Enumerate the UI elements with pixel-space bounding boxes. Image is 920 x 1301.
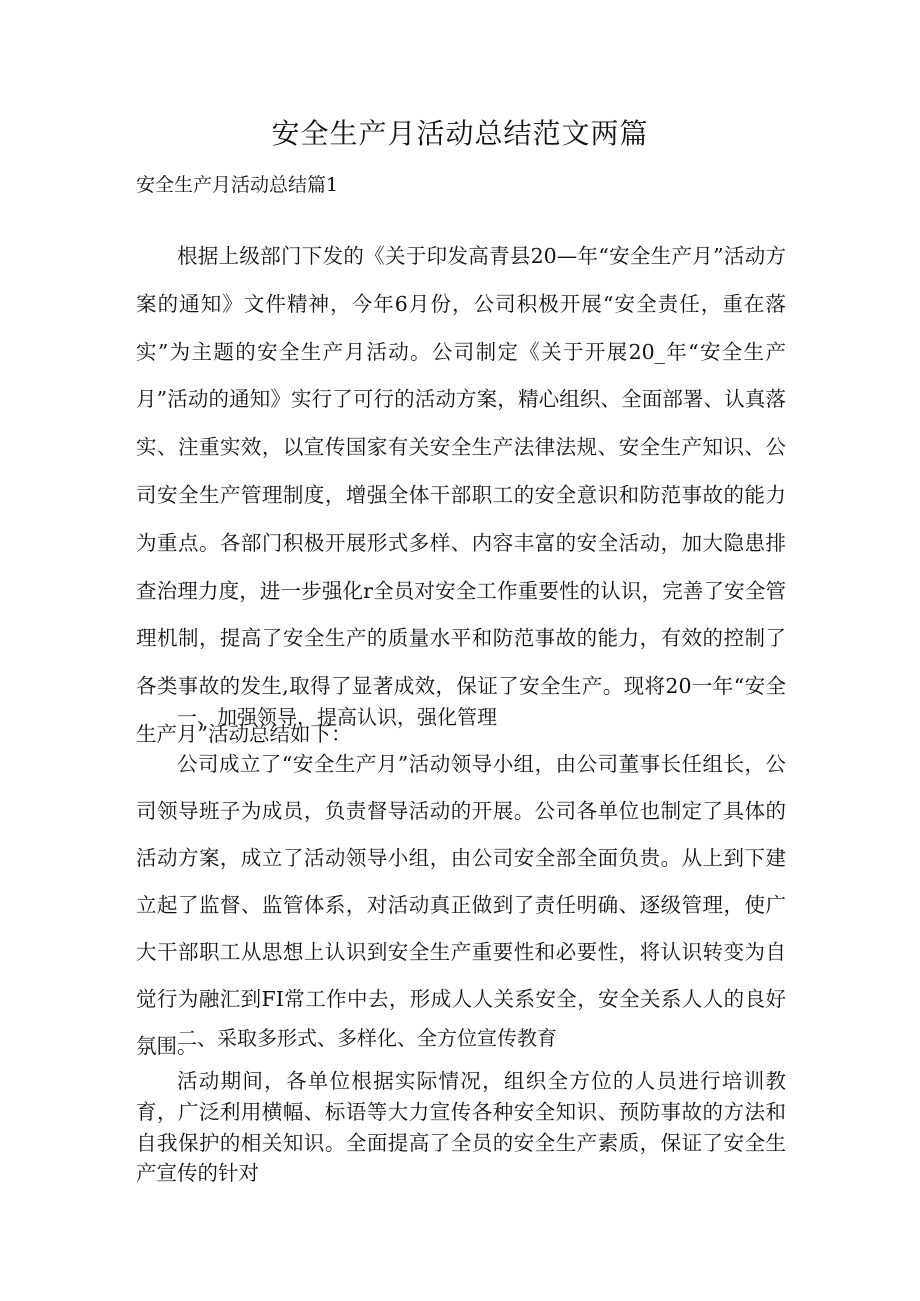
- document-subtitle: 安全生产月活动总结篇1: [136, 174, 339, 196]
- section-heading-1: 一、加强领导，提高认识，强化管理: [177, 705, 497, 729]
- paragraph-intro: 根据上级部门下发的《关于印发高青县20—年“安全生产月”活动方案的通知》文件精神，今年6月份，公司积极开展“安全责任，重在落实”为主题的安全生产月活动。公司制定《关于开展20_年“安全生产月”活动的通知》实行了可行的活动方案，精心组织、全面部署、认真落实、注重实效，以宣传国家有关安全生产法律法规、安全生产知识、公司安全生产管理制度，增强全体干部职工的安全意识和防范事故的能力为重点。各部门积极开展形式多样、内容丰富的安全活动，加大隐患排查治理力度，进一步强化r全员对安全工作重要性的认识，完善了安全管理机制，提高了安全生产的质量水平和防范事故的能力，有效的控制了各类事故的发生,取得了显著成效，保证了安全生产。现将20一年“安全生产月”活动总结如下：: [136, 244, 786, 746]
- paragraph-section-2: 活动期间，各单位根据实际情况，组织全方位的人员进行培训教育，广泛利用横幅、标语等大力宣传各种安全知识、预防事故的方法和自我保护的相关知识。全面提高了全员的安全生产素质，保证了安全生产宣传的针对: [136, 1069, 786, 1186]
- document-title: 安全生产月活动总结范文两篇: [271, 117, 649, 150]
- section-heading-2: 二、采取多形式、多样化、全方位宣传教育: [177, 1026, 557, 1050]
- paragraph-section-1: 公司成立了“安全生产月”活动领导小组，由公司董事长任组长，公司领导班子为成员，负责督导活动的开展。公司各单位也制定了具体的活动方案，成立了活动领导小组，由公司安全部全面负贵。从上到下建立起了监督、监管体系，对活动真正做到了责任明确、逐级管理，使广大干部职工从思想上认识到安全生产重要性和必要性，将认识转变为自觉行为融汇到FI常工作中去，形成人人关系安全，安全关系人人的良好氛围。: [136, 752, 786, 1058]
